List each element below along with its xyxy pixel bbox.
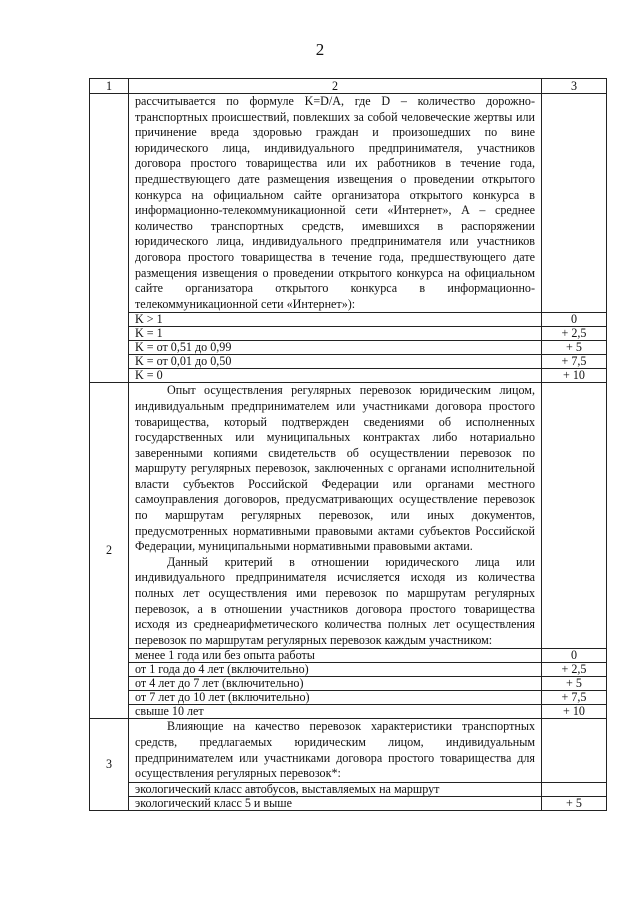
criterion-2-option-score: + 5 xyxy=(542,677,607,691)
criterion-1-option-score: + 10 xyxy=(542,369,607,383)
criterion-1-option-label: K = 0 xyxy=(129,369,542,383)
criterion-1-description-row xyxy=(90,94,607,313)
table-row xyxy=(90,369,607,383)
criterion-3-option-label: экологический класс автобусов, выставляемых на маршрут xyxy=(129,782,542,796)
criterion-2-paragraph-1: Опыт осуществления регулярных перевозок юридическим лицом, индивидуальным предпринимателем или участниками договора простого товарищества, который подтвержден сведениями об исполненных государственных или муниципальных контрактах либо нотариально заверенными копиями свидетельств об осуществлении перевозок по маршруту регулярных перевозок, заключенных с органами исполнительной власти субъектов Российской Федерации или органами местного самоуправления договоров, предусматривающих осуществление перевозок по маршрутам регулярных перевозок, или иных документов, предусмотренных нормативными правовыми актами субъектов Российской Федерации, муниципальными нормативными правовыми актами. xyxy=(135,383,535,554)
criterion-1-option-score: + 2,5 xyxy=(542,327,607,341)
criterion-1-number xyxy=(90,94,129,383)
criterion-2-text xyxy=(129,383,542,649)
criterion-2-paragraph-2: Данный критерий в отношении юридического лица или индивидуального предпринимателя исчисляется исходя из количества полных лет осуществления ими перевозок по маршрутам регулярных перевозок, а в отношении участников договора простого товарищества исходя из среднеарифметического количества полных лет осуществления перевозок по маршрутам регулярных перевозок каждым участником: xyxy=(135,554,535,647)
criterion-2-option-label: от 4 лет до 7 лет (включительно) xyxy=(129,677,542,691)
criterion-1-option-score: 0 xyxy=(542,313,607,327)
table-row xyxy=(90,796,607,810)
criterion-3-text xyxy=(129,719,542,782)
table-row xyxy=(90,341,607,355)
table-row xyxy=(90,691,607,705)
criterion-3-option-score: + 5 xyxy=(542,796,607,810)
criterion-2-option-label: менее 1 года или без опыта работы xyxy=(129,649,542,663)
criterion-2-option-label: свыше 10 лет xyxy=(129,705,542,719)
table-row xyxy=(90,705,607,719)
criterion-2-option-score: + 10 xyxy=(542,705,607,719)
criterion-2-description-row xyxy=(90,383,607,649)
criterion-1-option-label: K > 1 xyxy=(129,313,542,327)
header-col-2: 2 xyxy=(129,79,542,94)
header-col-3: 3 xyxy=(542,79,607,94)
criterion-3-paragraph-1: Влияющие на качество перевозок характеристики транспортных средств, предлагаемых юридическим лицом, индивидуальным предпринимателем или участниками договора простого товарищества для осуществления регулярных перевозок*: xyxy=(135,719,535,781)
criterion-1-text: рассчитывается по формуле K=D/A, где D – количество дорожно-транспортных происшествий, повлекших за собой человеческие жертвы или причинение вреда здоровью граждан и произошедших по вине юридического лица, индивидуального предпринимателя, участников договора простого товарищества или их работников в течение года, предшествующего дате размещения извещения о проведении открытого конкурса на официальном сайте организатора открытого конкурса в информационно-телекоммуникационной сети «Интернет», А – среднее количество транспортных средств, имевшихся в распоряжении юридического лица, индивидуального предпринимателя или участников договора простого товарищества в течение года, предшествующего дате размещения извещения о проведении открытого конкурса на официальном сайте организатора открытого конкурса в информационно-телекоммуникационной сети «Интернет»): xyxy=(129,94,542,313)
criterion-3-option-label: экологический класс 5 и выше xyxy=(129,796,542,810)
criterion-2-option-score: + 7,5 xyxy=(542,691,607,705)
table-header-row xyxy=(90,79,607,94)
criterion-2-option-label: от 7 лет до 10 лет (включительно) xyxy=(129,691,542,705)
criterion-2-number: 2 xyxy=(90,383,129,719)
criterion-3-number: 3 xyxy=(90,719,129,810)
criterion-2-option-score: 0 xyxy=(542,649,607,663)
criterion-3-option-score xyxy=(542,782,607,796)
criterion-1-option-label: K = 1 xyxy=(129,327,542,341)
criterion-1-option-label: K = от 0,01 до 0,50 xyxy=(129,355,542,369)
criterion-2-option-label: от 1 года до 4 лет (включительно) xyxy=(129,663,542,677)
criterion-1-score-blank xyxy=(542,94,607,313)
page-number: 2 xyxy=(315,40,325,59)
criterion-1-option-score: + 5 xyxy=(542,341,607,355)
table-row xyxy=(90,782,607,796)
criterion-3-description-row xyxy=(90,719,607,782)
table-row xyxy=(90,327,607,341)
criterion-1-option-score: + 7,5 xyxy=(542,355,607,369)
criteria-table xyxy=(89,78,607,811)
criterion-3-score-blank xyxy=(542,719,607,782)
table-row xyxy=(90,677,607,691)
table-row xyxy=(90,649,607,663)
header-col-1: 1 xyxy=(90,79,129,94)
table-row xyxy=(90,355,607,369)
criterion-1-option-label: K = от 0,51 до 0,99 xyxy=(129,341,542,355)
table-row xyxy=(90,663,607,677)
table-row xyxy=(90,313,607,327)
criterion-2-option-score: + 2,5 xyxy=(542,663,607,677)
criterion-2-score-blank xyxy=(542,383,607,649)
